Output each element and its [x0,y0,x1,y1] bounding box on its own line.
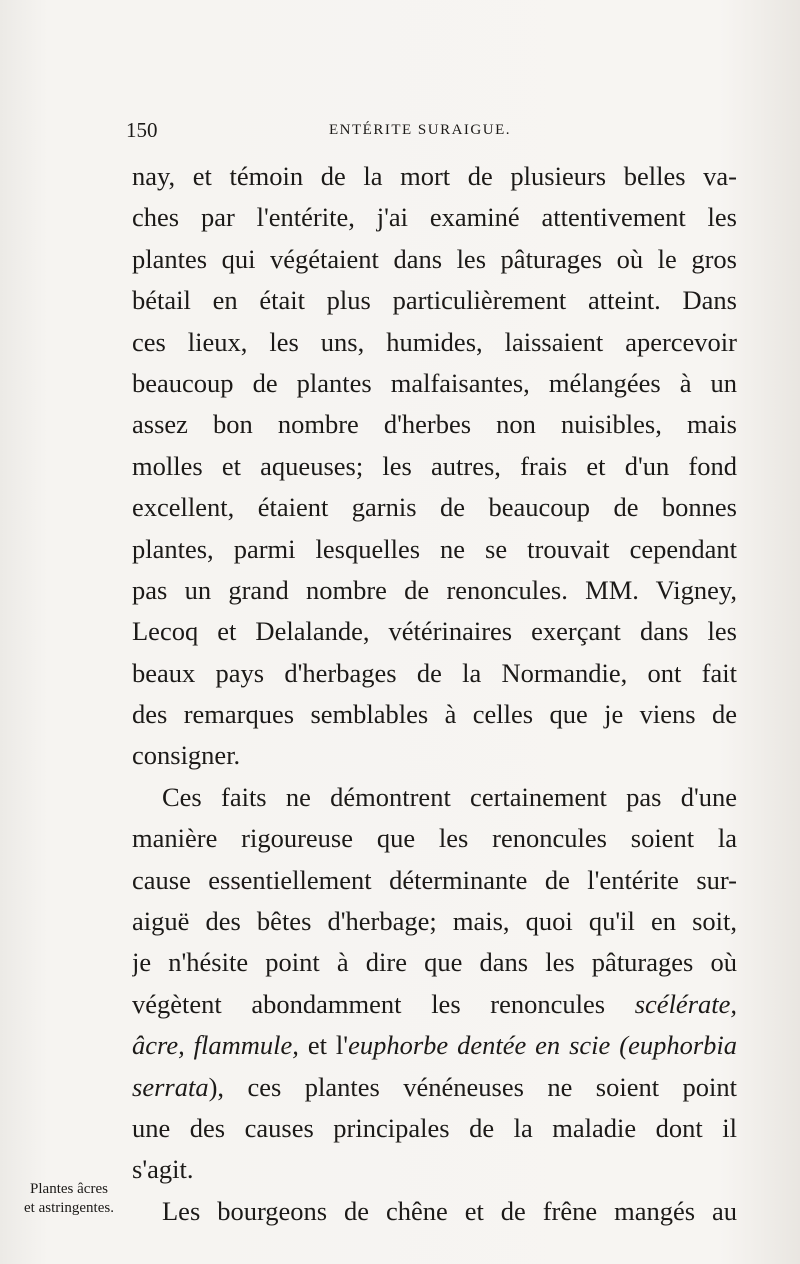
text-fragment: végètent abondamment les renoncules [132,988,606,1019]
running-title: ENTÉRITE SURAIGUE. [329,122,511,138]
body-text [132,156,737,1232]
text-line: beaux pays d'herbages de la Normandie, ont fait [132,657,737,688]
italic-text: euphorbe dentée en scie [348,1030,611,1061]
text-line: nay, et témoin de la mort de plusieurs belles va- [132,161,737,191]
italic-text: scélérate, [634,988,737,1019]
text-line: ces lieux, les uns, humides, laissaient apercevoir [132,326,737,357]
text-line: beaucoup de plantes malfaisantes, mélangées à un [132,367,737,398]
text-fragment: et l' [298,1030,349,1061]
page-number: 150 [126,118,158,142]
text-line: assez bon nombre d'herbes non nuisibles, mais [132,409,737,440]
text-line: des remarques semblables à celles que je viens de [132,699,737,730]
text-line: manière rigoureuse que les renoncules soient la [132,823,737,854]
text-line-with-italic [132,1067,737,1108]
text-line: consigner. [132,740,241,771]
text-fragment: ), ces plantes vénéneuses ne soient point [208,1071,737,1102]
text-line: aiguë des bêtes d'herbage; mais, quoi qu'il en soit, [132,906,737,937]
text-line: excellent, étaient garnis de beaucoup de bonnes [132,492,737,523]
text-line: Les bourgeons de chêne et de frêne mangés au [162,1195,737,1226]
running-head [126,118,746,148]
text-line-with-italic [132,1025,737,1066]
text-line: molles et aqueuses; les autres, frais et d'un fond [132,450,737,481]
margin-note [4,1180,134,1218]
text-line: plantes qui végétaient dans les pâturages où le gros [132,243,737,274]
text-line: cause essentiellement déterminante de l'entérite sur- [132,864,737,895]
margin-note-line: et astringentes. [24,1200,114,1216]
text-line: bétail en était plus particulièrement atteint. Dans [132,285,737,316]
text-line: plantes, parmi lesquelles ne se trouvait cependant [132,533,737,564]
text-line: ches par l'entérite, j'ai examiné attentivement les [132,202,737,233]
text-line: je n'hésite point à dire que dans les pâturages où [132,947,737,978]
text-line: une des causes principales de la maladie dont il [132,1112,737,1143]
italic-text: serrata [132,1071,209,1102]
text-line: Ces faits ne démontrent certainement pas d'une [162,781,737,812]
text-line: s'agit. [132,1154,194,1185]
italic-text: (euphorbia [619,1030,737,1061]
margin-note-line: Plantes âcres [30,1181,108,1197]
text-line: Lecoq et Delalande, vétérinaires exerçant dans les [132,616,737,647]
italic-text: âcre, flammule, [132,1030,299,1061]
text-line: pas un grand nombre de renoncules. MM. Vigney, [132,574,737,605]
text-line-with-italic [132,984,737,1025]
